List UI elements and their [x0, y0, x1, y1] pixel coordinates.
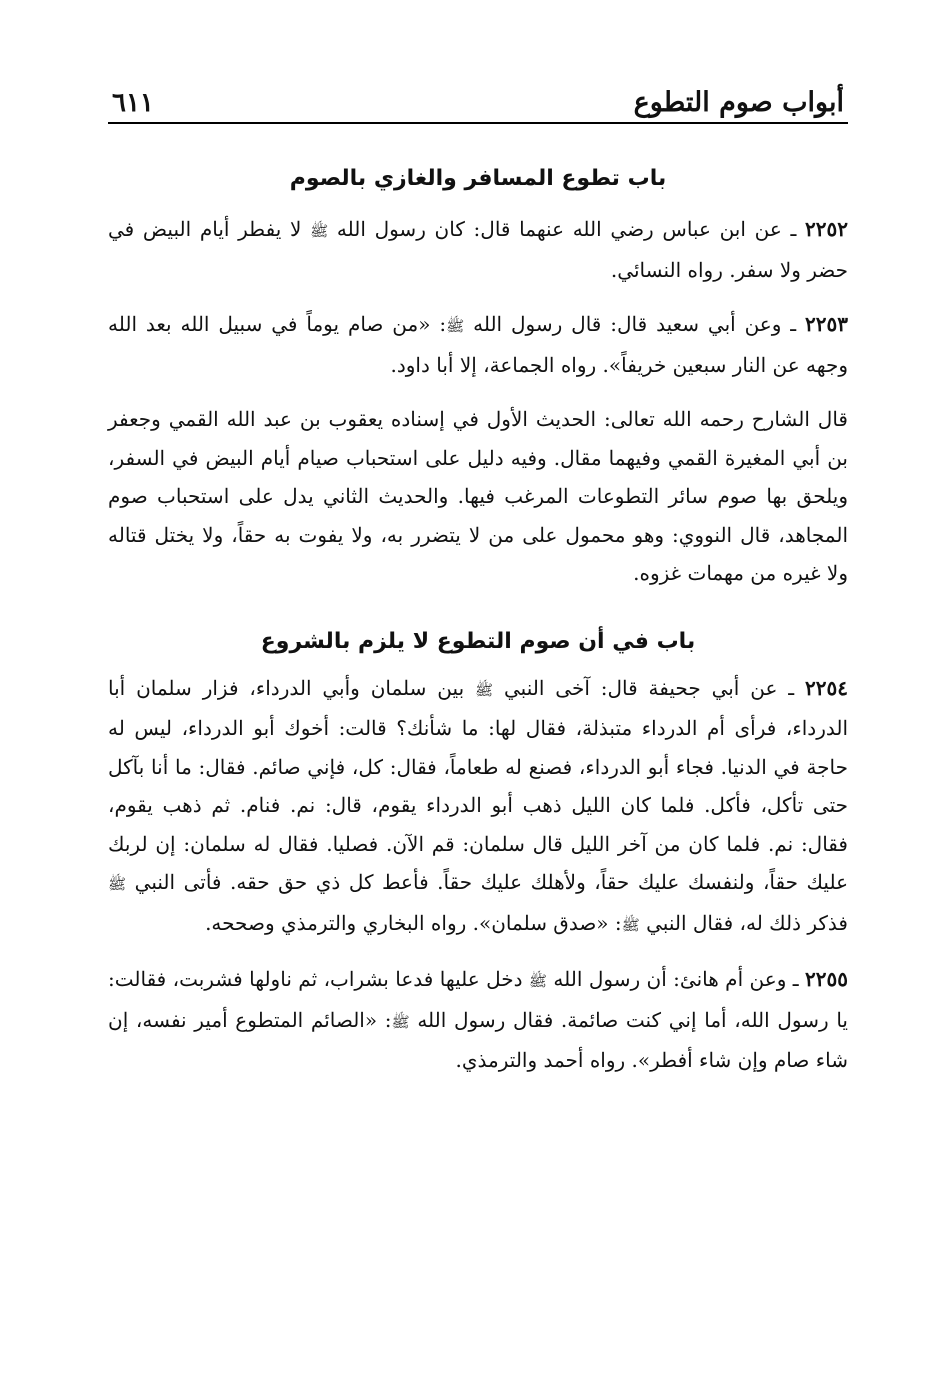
- hadith-number: ٢٢٥٣: [805, 312, 849, 336]
- running-header: [108, 80, 848, 124]
- hadith-2254: [108, 669, 848, 945]
- hadith-2253: [108, 305, 848, 384]
- running-title: أبواب صوم التطوع: [633, 87, 844, 118]
- hadith-text: : «من صام يوماً في سبيل الله بعد الله وجهه عن النار سبعين خريفاً». رواه الجماعة، إلا أبا داود.: [108, 312, 848, 377]
- salutation-glyph: ﷺ: [391, 1012, 410, 1031]
- hadith-text: ـ عن ابن عباس رضي الله عنهما قال: كان رسول الله: [328, 217, 806, 241]
- salutation-glyph: ﷺ: [621, 915, 640, 934]
- salutation-glyph: ﷺ: [310, 222, 329, 240]
- hadith-text: فذكر ذلك له، فقال النبي: [639, 910, 848, 935]
- page-number: ٦١١: [112, 88, 154, 118]
- book-page: [108, 80, 848, 1080]
- hadith-text: : «صدق سلمان». رواه البخاري والترمذي وصححه.: [205, 910, 622, 935]
- hadith-text: : «الصائم المتطوع أمير نفسه، إن شاء صام وإن شاء أفطر». رواه أحمد والترمذي.: [108, 1007, 848, 1072]
- hadith-2255: [108, 960, 848, 1080]
- hadith-number: ٢٢٥٢: [805, 217, 848, 241]
- hadith-number: ٢٢٥٥: [805, 967, 848, 991]
- salutation-glyph: ﷺ: [528, 972, 548, 990]
- hadith-text: لا يفطر أيام البيض في حضر ولا سفر. رواه النسائي.: [108, 217, 848, 282]
- salutation-glyph: ﷺ: [108, 875, 127, 893]
- hadith-2252: [108, 210, 848, 289]
- hadith-text: بين سلمان وأبي الدرداء، فزار سلمان أبا الدرداء، فرأى أم الدرداء متبذلة، فقال لها: ما شأنك؟ قالت: أخوك أبو الدرداء، ليس له حاجة في الدنيا. فجاء أبو الدرداء، فصنع له طعاماً، فقال: كل، فإني صائم. فقال: ما أنا بآكل حتى تأكل، فأكل. فلما كان الليل ذهب أبو الدرداء يقوم، قال: نم. فنام. ثم ذهب يقوم، فقال: نم. فلما كان من آخر الليل قال سلمان: قم الآن. فصليا. فقال له سلمان: إن لربك عليك حقاً، ولنفسك عليك حقاً، ولأهلك عليك حقاً. فأعط كل ذي حق حقه. فأتى النبي: [108, 675, 848, 894]
- chapter-heading-traveler-fasting: باب تطوع المسافر والغازي بالصوم: [289, 166, 667, 191]
- hadith-text: ـ وعن أبي سعيد قال: قال رسول الله: [464, 312, 806, 336]
- hadith-text: ـ عن أبي جحيفة قال: آخى النبي: [493, 675, 806, 700]
- hadith-text: ـ وعن أم هانئ: أن رسول الله: [547, 967, 806, 991]
- hadith-text: دخل عليها فدعا بشراب، ثم ناولها فشربت، فقالت: يا رسول الله، أما إني كنت صائمة. فقال رسول الله: [108, 967, 848, 1032]
- salutation-glyph: ﷺ: [475, 680, 494, 699]
- commentary-paragraph: قال الشارح رحمه الله تعالى: الحديث الأول في إسناده يعقوب بن عبد الله القمي وجعفر بن أبي المغيرة القمي وفيهما مقال. وفيه دليل على استحباب صيام أيام البيض في السفر، ويلحق بها صوم سائر التطوعات المرغب فيها. والحديث الثاني يدل على استحباب صوم المجاهد، قال النووي: وهو محمول على من لا يتضرر به، ولا يفوت به حقاً، ولا يختل قتاله ولا غيره من مهمات غزوه.: [108, 407, 848, 585]
- salutation-glyph: ﷺ: [446, 317, 465, 335]
- chapter-heading-voluntary-fast: باب في أن صوم التطوع لا يلزم بالشروع: [260, 628, 696, 654]
- hadith-number: ٢٢٥٤: [805, 675, 848, 700]
